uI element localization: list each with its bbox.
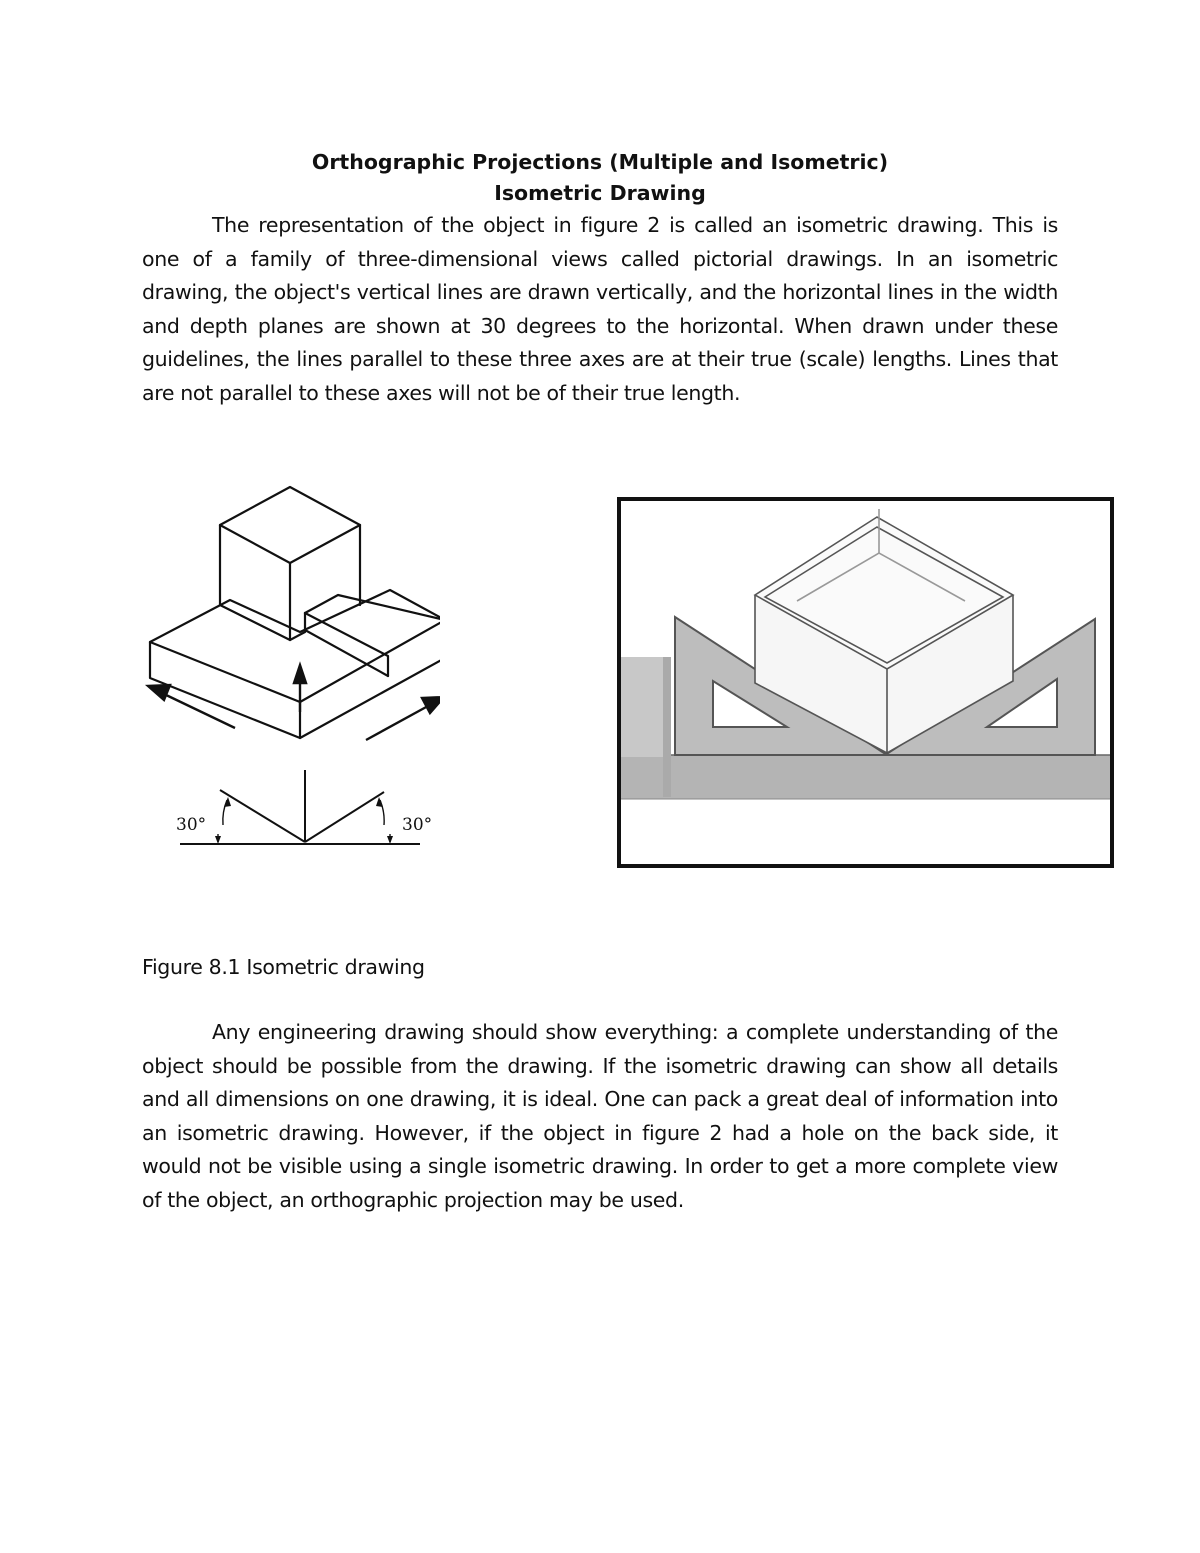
angle-label-right: 30°: [402, 815, 433, 835]
angle-label-left: 30°: [176, 815, 207, 835]
body-paragraph: Any engineering drawing should show everything: a complete understanding of the object should be possible from the drawing. If the isometric drawing can show all details and all dimensions on one drawing, it is ideal. One can pack a great deal of information into an isometric drawing. However, if the object in figure 2 had a hole on the back side, it would not be visible using a single isometric drawing. In order to get a more complete view of the object, an orthographic projection may be used.: [142, 1020, 1058, 1212]
figure-caption: Figure 8.1 Isometric drawing: [142, 955, 425, 979]
intro-paragraph: The representation of the object in figure 2 is called an isometric drawing. This is one of a family of three-dimensional views called pictorial drawings. In an isometric drawing, the object's vertical lines are drawn vertically, and the horizontal lines in the width and depth planes are shown at 30 degrees to the horizontal. When drawn under these guidelines, the lines parallel to these three axes are at their true (scale) lengths. Lines that are not parallel to these axes will not be of their true length.: [142, 213, 1058, 405]
isometric-block-figure: [140, 480, 440, 850]
section-heading: Isometric Drawing: [494, 181, 706, 205]
triangle-sketch-figure: [617, 497, 1114, 868]
document-title: Orthographic Projections (Multiple and Isometric): [311, 150, 889, 174]
